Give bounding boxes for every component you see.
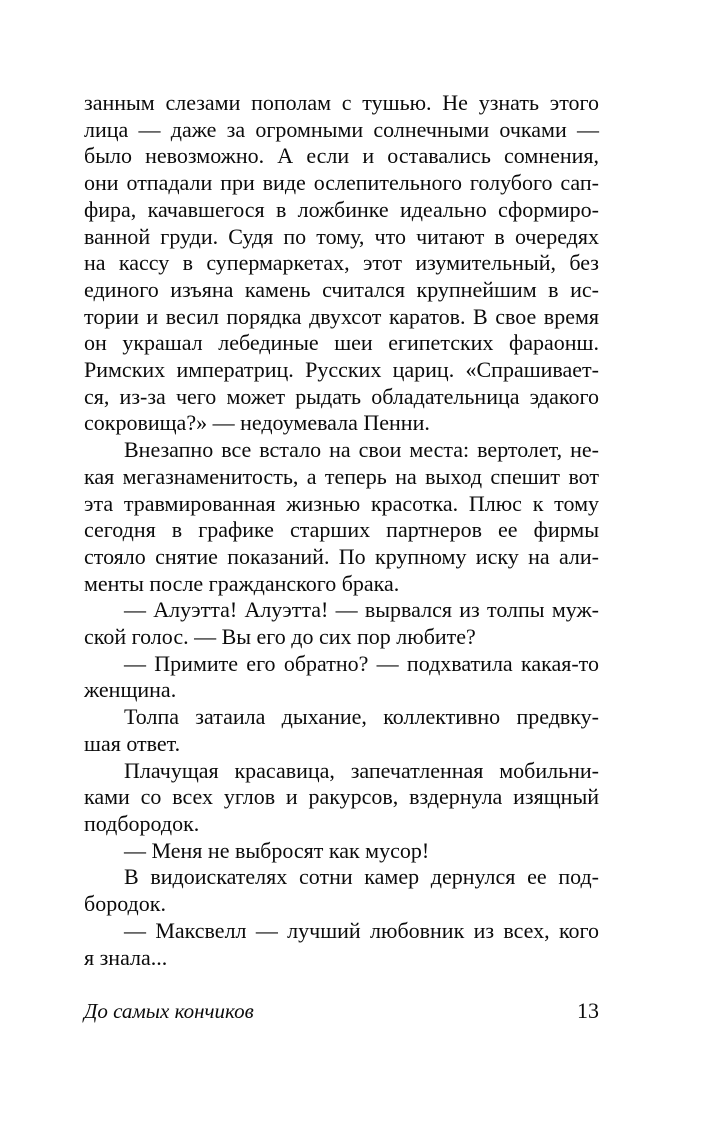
text-line: ками со всех углов и ракурсов, вздернула изящный bbox=[84, 784, 599, 810]
text-line: было невозможно. А если и оставались сомнения, bbox=[84, 143, 599, 169]
text-line: сокровища?» — недоумевала Пенни. bbox=[84, 410, 430, 436]
text-line: — Меня не выбросят как мусор! bbox=[124, 837, 430, 863]
text-line: — Максвелл — лучший любовник из всех, кого bbox=[124, 917, 599, 943]
text-line: бородок. bbox=[84, 891, 166, 917]
text-line: шая ответ. bbox=[84, 730, 181, 756]
text-line: Римских императриц. Русских цариц. «Спрашивает- bbox=[84, 357, 599, 383]
text-line: В видоискателях сотни камер дернулся ее под- bbox=[124, 864, 599, 890]
text-line: — Примите его обратно? — подхватила какая-то bbox=[124, 650, 599, 676]
page-text bbox=[84, 90, 599, 971]
text-line: Плачущая красавица, запечатленная мобильни- bbox=[124, 757, 599, 783]
running-title: До самых кончиков bbox=[84, 999, 254, 1023]
text-line: ся, из-за чего может рыдать обладательница эдакого bbox=[84, 383, 599, 409]
text-line: я знала... bbox=[84, 944, 168, 970]
text-line: сегодня в графике старших партнеров ее фирмы bbox=[84, 517, 599, 543]
text-line: — Алуэтта! Алуэтта! — вырвался из толпы муж- bbox=[124, 597, 599, 623]
text-line: он украшал лебединые шеи египетских фараонш. bbox=[84, 330, 599, 356]
text-line: ванной груди. Судя по тому, что читают в очередях bbox=[84, 223, 599, 249]
text-line: кая мегазнаменитость, а теперь на выход спешит вот bbox=[84, 463, 599, 489]
text-line: Внезапно все встало на свои места: вертолет, не- bbox=[124, 437, 599, 463]
page-footer bbox=[84, 998, 599, 1024]
text-line: лица — даже за огромными солнечными очками — bbox=[84, 116, 599, 142]
page-number: 13 bbox=[577, 998, 599, 1023]
text-line: единого изъяна камень считался крупнейшим в ис- bbox=[84, 276, 599, 302]
text-line: подбородок. bbox=[84, 810, 200, 836]
text-line: они отпадали при виде ослепительного голубого сап- bbox=[84, 170, 599, 196]
text-line: ской голос. — Вы его до сих пор любите? bbox=[84, 624, 476, 650]
text-line: занным слезами пополам с тушью. Не узнать этого bbox=[84, 90, 599, 115]
text-line: стояло снятие показаний. По крупному иску на али- bbox=[84, 543, 599, 569]
text-line: менты после гражданского брака. bbox=[84, 570, 400, 596]
text-line: тории и весил порядка двухсот каратов. В свое время bbox=[84, 303, 599, 329]
text-line: Толпа затаила дыхание, коллективно предвку- bbox=[124, 704, 599, 730]
text-line: женщина. bbox=[84, 677, 177, 703]
text-line: на кассу в супермаркетах, этот изумительный, без bbox=[84, 250, 599, 276]
text-line: эта травмированная жизнью красотка. Плюс к тому bbox=[84, 490, 599, 516]
text-line: фира, качавшегося в ложбинке идеально сформиро- bbox=[84, 196, 599, 222]
